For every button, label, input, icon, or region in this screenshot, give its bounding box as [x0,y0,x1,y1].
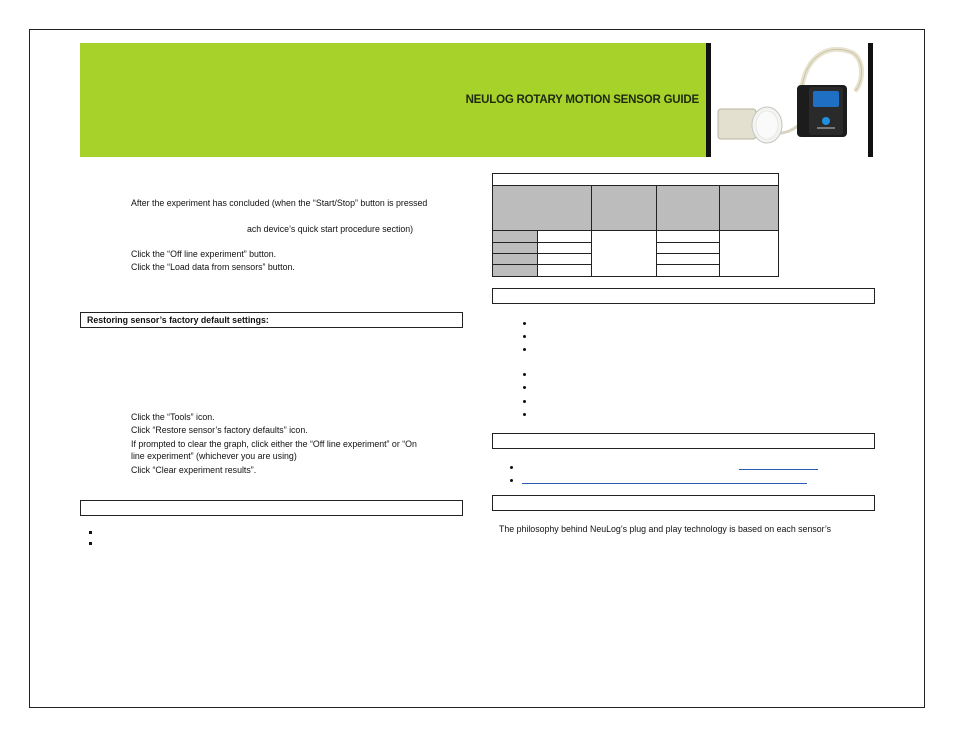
table-header-cell [656,185,720,231]
body-line: After the experiment has concluded (when the “Start/Stop” button is pressed [131,198,428,208]
hyperlink-underline[interactable] [522,483,807,484]
table-row-label [492,264,538,277]
restore-step: Click “Restore sensor’s factory defaults” icon. [131,425,308,435]
section-header-box [492,433,875,449]
table-header-cell [492,185,592,231]
bullet-marker [523,386,526,389]
bullet-marker [523,373,526,376]
banner-divider-right [868,43,873,157]
table-header-cell [719,185,779,231]
philosophy-paragraph: The philosophy behind NeuLog’s plug and play technology is based on each sensor’s [499,524,832,534]
table-header-cell [591,185,657,231]
bullet-marker [89,531,92,534]
bullet-marker [523,413,526,416]
header-banner [80,43,706,157]
restore-step: line experiment” (whichever you are using) [131,451,297,461]
table-cell-merged [591,230,657,277]
hyperlink-underline[interactable] [739,469,818,470]
table-cell-merged [719,230,779,277]
banner-divider-left [706,43,711,157]
bullet-marker [523,322,526,325]
guide-title: NEULOG ROTARY MOTION SENSOR GUIDE [465,94,699,106]
bullet-marker [523,348,526,351]
bullet-marker [510,466,513,469]
body-line: Click the “Off line experiment” button. [131,249,277,259]
body-line: ach device’s quick start procedure section) [247,224,414,234]
sensor-photo [713,43,868,157]
restore-step: Click “Clear experiment results”. [131,465,257,475]
body-line: Click the “Load data from sensors” button. [131,262,295,272]
section-header-box [492,495,875,511]
restore-defaults-header: Restoring sensor’s factory default settings: [80,312,463,328]
section-header-box [80,500,463,516]
section-header-box [492,288,875,304]
bullet-marker [89,542,92,545]
bullet-marker [523,400,526,403]
table-cell [537,264,592,277]
rotary-motion-sensor-icon [713,43,868,157]
bullet-marker [510,479,513,482]
bullet-marker [523,335,526,338]
restore-step: If prompted to clear the graph, click either the “Off line experiment” or “On [131,439,417,449]
table-cell [656,264,720,277]
restore-step: Click the “Tools” icon. [131,412,215,422]
